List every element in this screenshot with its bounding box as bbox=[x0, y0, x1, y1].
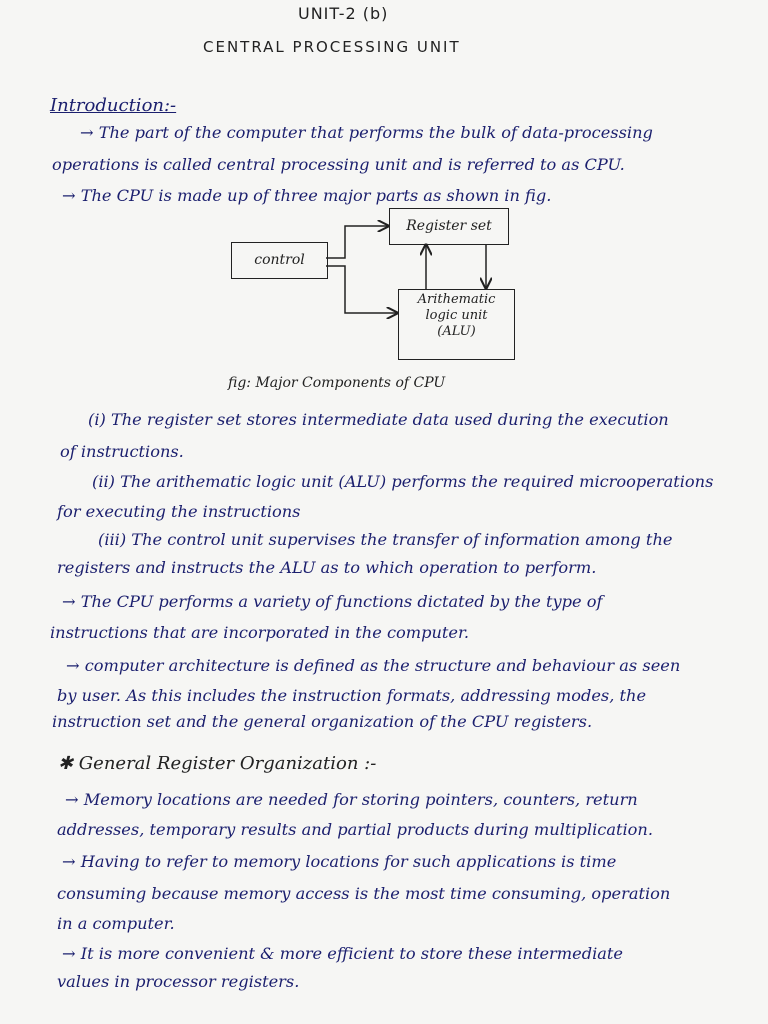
alu-box bbox=[398, 289, 515, 360]
body-line: → computer architecture is defined as the structure and behaviour as seen bbox=[66, 656, 681, 675]
body-line: (iii) The control unit supervises the transfer of information among the bbox=[98, 530, 673, 549]
body-line: (ii) The arithematic logic unit (ALU) performs the required microoperations bbox=[92, 472, 714, 491]
control-box: control bbox=[231, 242, 328, 279]
body-line: → Having to refer to memory locations for such applications is time bbox=[62, 852, 617, 871]
body-line: for executing the instructions bbox=[57, 502, 301, 521]
body-line: of instructions. bbox=[60, 442, 184, 461]
alu-label-line: (ALU) bbox=[437, 324, 476, 339]
intro-line: → The CPU is made up of three major parts as shown in fig. bbox=[62, 186, 552, 205]
body-line: instructions that are incorporated in the computer. bbox=[50, 623, 470, 642]
body-line: → The CPU performs a variety of functions dictated by the type of bbox=[62, 592, 603, 611]
body-line: instruction set and the general organization of the CPU registers. bbox=[52, 712, 593, 731]
intro-line: → The part of the computer that performs the bulk of data-processing bbox=[80, 123, 653, 142]
intro-line: operations is called central processing unit and is referred to as CPU. bbox=[52, 155, 625, 174]
alu-label-line: logic unit bbox=[425, 308, 488, 323]
unit-label: UNIT-2 (b) bbox=[298, 4, 389, 23]
body-line: → Memory locations are needed for storing pointers, counters, return bbox=[65, 790, 638, 809]
alu-label-line: Arithematic bbox=[417, 292, 496, 307]
body-line: addresses, temporary results and partial products during multiplication. bbox=[57, 820, 653, 839]
body-line: by user. As this includes the instruction formats, addressing modes, the bbox=[57, 686, 647, 705]
figure-caption: fig: Major Components of CPU bbox=[228, 375, 446, 391]
body-line: consuming because memory access is the most time consuming, operation bbox=[57, 884, 671, 903]
introduction-heading: Introduction:- bbox=[50, 95, 177, 116]
page-title: CENTRAL PROCESSING UNIT bbox=[203, 38, 461, 56]
section-heading: ✱ General Register Organization :- bbox=[58, 753, 377, 774]
body-line: values in processor registers. bbox=[57, 972, 300, 991]
body-line: registers and instructs the ALU as to which operation to perform. bbox=[57, 558, 597, 577]
register-set-box: Register set bbox=[389, 208, 509, 245]
body-line: in a computer. bbox=[57, 914, 175, 933]
body-line: → It is more convenient & more efficient to store these intermediate bbox=[62, 944, 623, 963]
body-line: (i) The register set stores intermediate data used during the execution bbox=[88, 410, 669, 429]
